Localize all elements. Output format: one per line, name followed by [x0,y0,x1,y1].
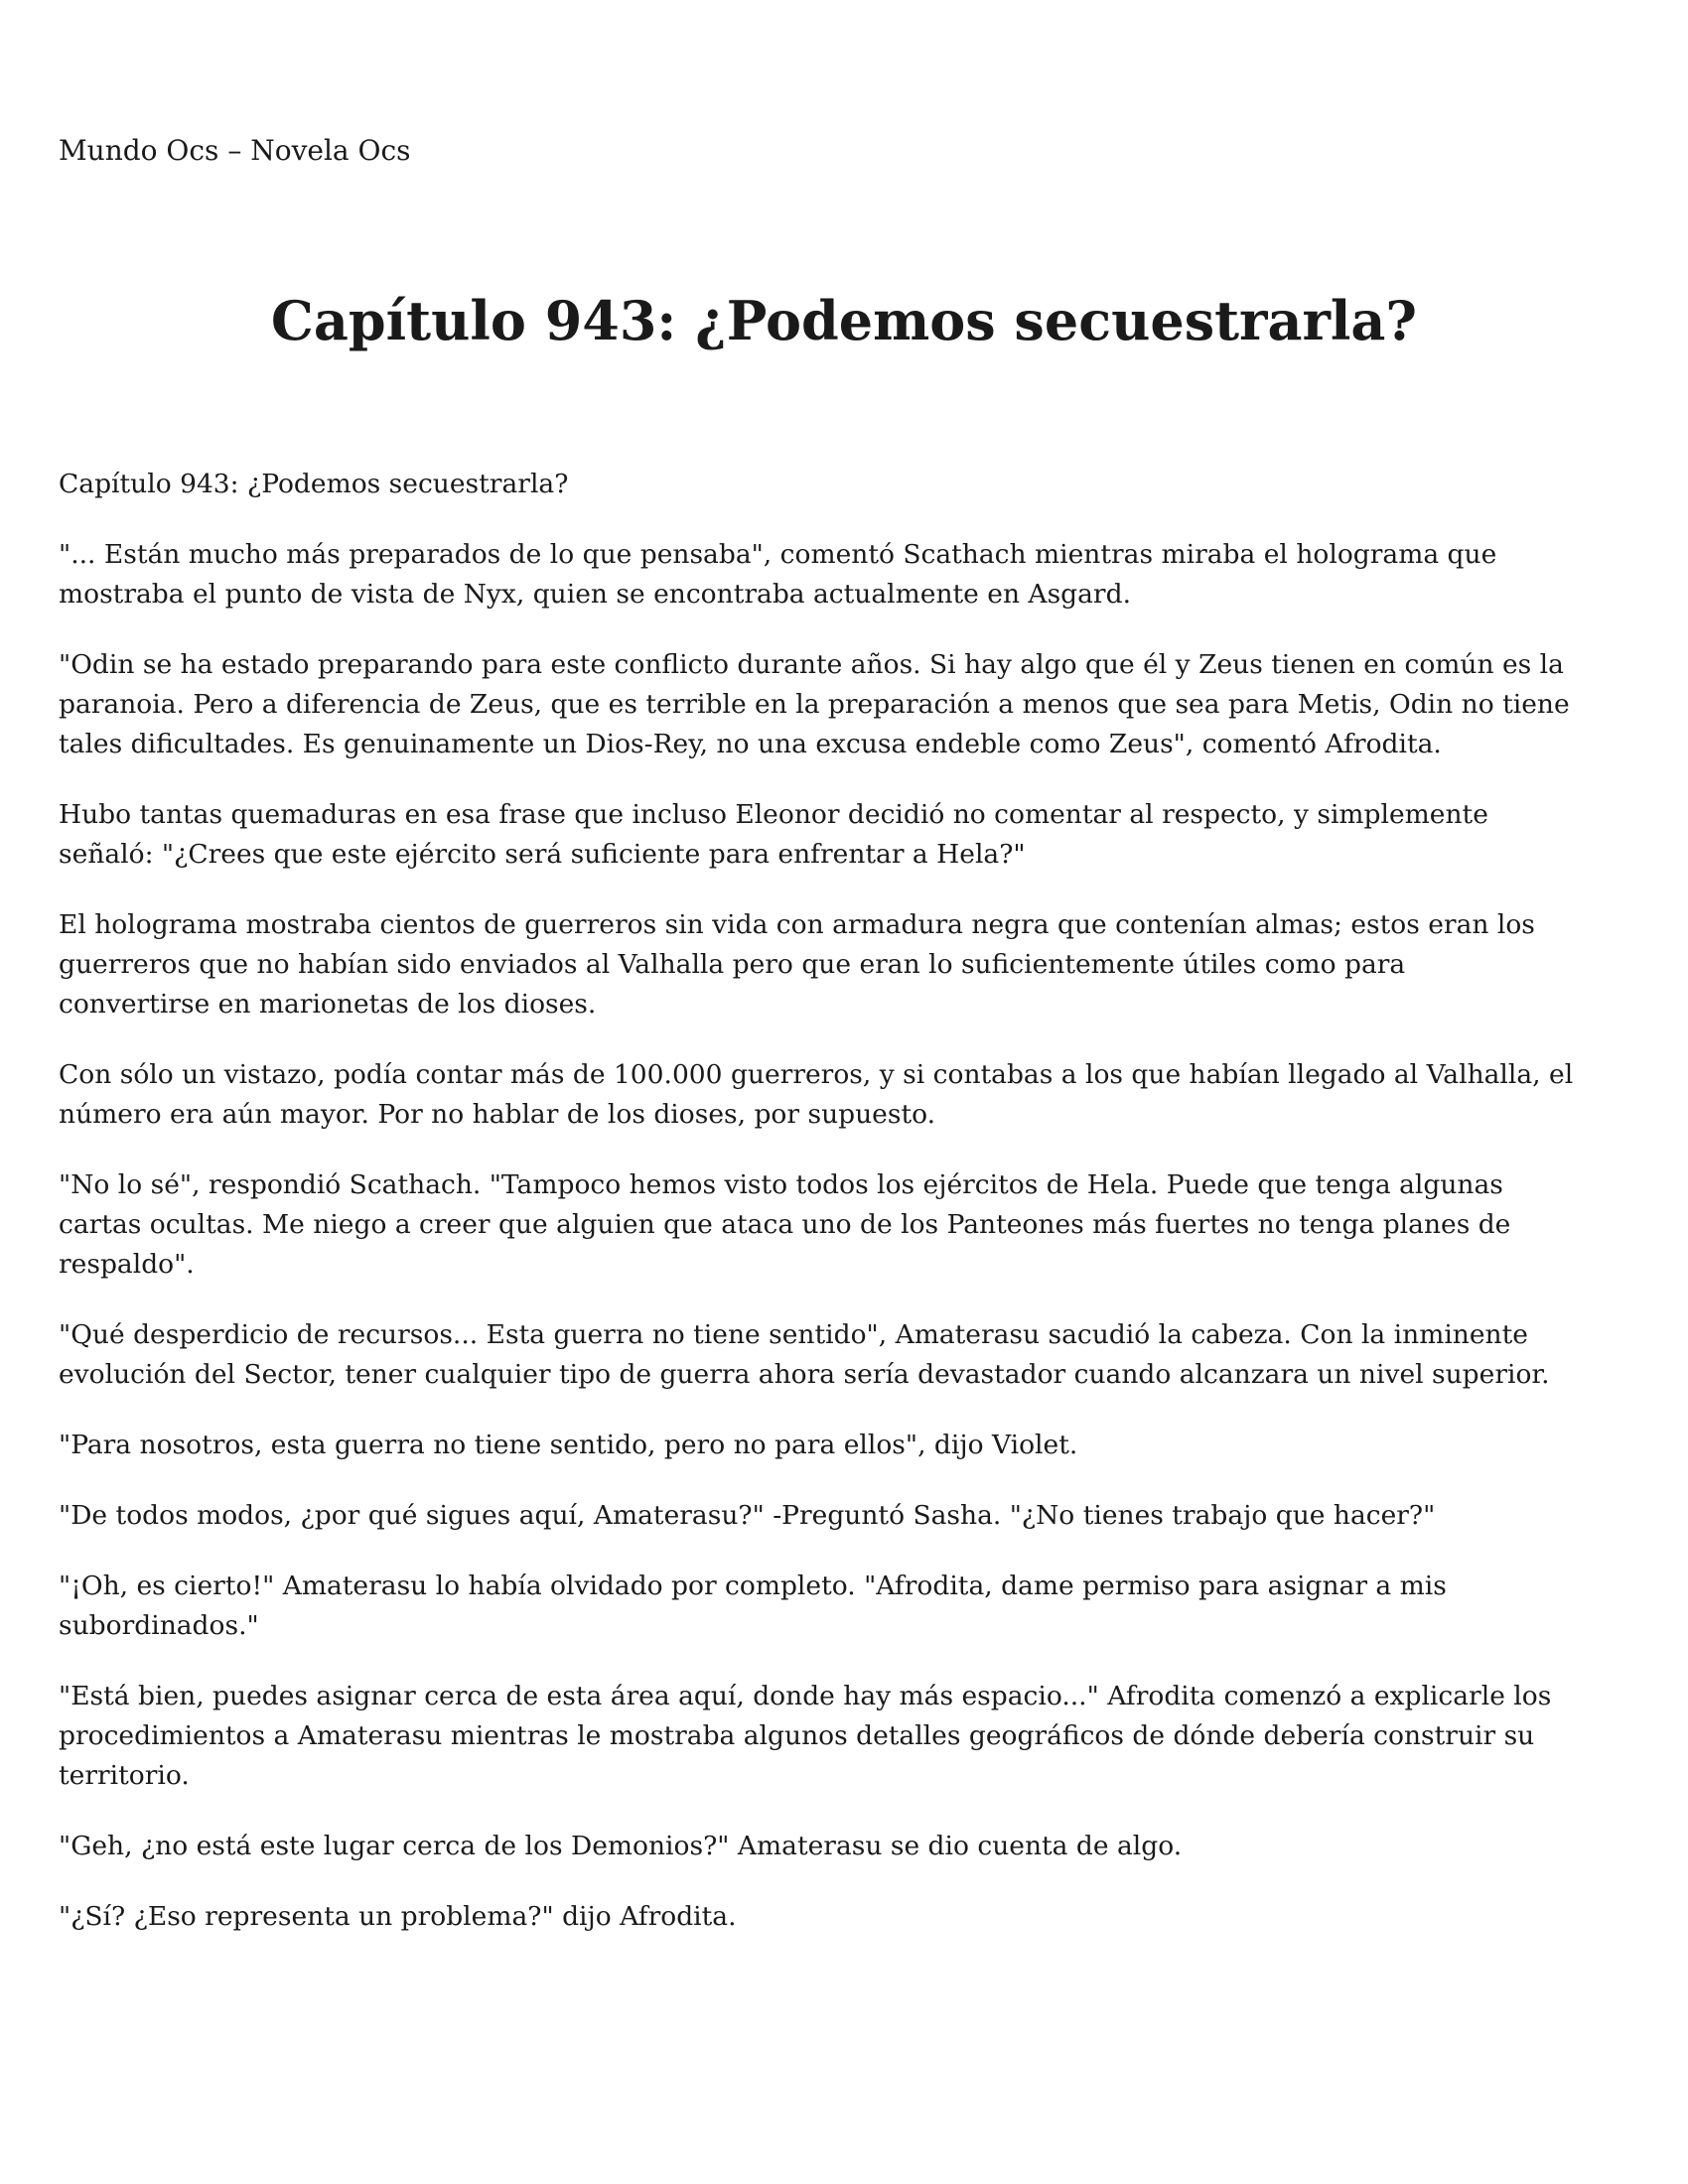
paragraph-line: "Está bien, puedes asignar cerca de esta área aquí, donde hay más espacio..." Afrodita comenzó a explicarle los [59,1681,1552,1711]
paragraph-line: "Qué desperdicio de recursos... Esta guerra no tiene sentido", Amaterasu sacudió la cabeza. Con la inminente [59,1319,1528,1350]
paragraph [59,1677,1647,1796]
paragraph-line: territorio. [59,1760,190,1791]
paragraph [59,645,1647,764]
paragraph-line: Capítulo 943: ¿Podemos secuestrarla? [59,469,569,499]
body-text [59,465,1647,1968]
paragraph-line: cartas ocultas. Me niego a creer que alguien que ataca uno de los Panteones más fuertes no tenga planes de [59,1209,1511,1240]
paragraph-line: Hubo tantas quemaduras en esa frase que incluso Eleonor decidió no comentar al respecto, y simplemente [59,799,1488,830]
chapter-title: Capítulo 943: ¿Podemos secuestrarla? [270,289,1418,352]
paragraph [59,905,1647,1024]
paragraph [59,1897,1647,1937]
paragraph-line: respaldo". [59,1249,195,1280]
paragraph [59,1315,1647,1395]
paragraph [59,1496,1647,1536]
paragraph-line: evolución del Sector, tener cualquier tipo de guerra ahora sería devastador cuando alcanzara un nivel superior. [59,1359,1550,1390]
paragraph-line: señaló: "¿Crees que este ejército será suficiente para enfrentar a Hela?" [59,839,1026,870]
paragraph-line: "¿Sí? ¿Eso representa un problema?" dijo Afrodita. [59,1901,737,1932]
paragraph-line: Con sólo un vistazo, podía contar más de 100.000 guerreros, y si contabas a los que habían llegado al Valhalla, el [59,1059,1574,1090]
paragraph-line: subordinados." [59,1610,259,1641]
paragraph-line: "De todos modos, ¿por qué sigues aquí, Amaterasu?" -Preguntó Sasha. "¿No tienes trabajo que hacer?" [59,1500,1436,1531]
paragraph-line: mostraba el punto de vista de Nyx, quien se encontraba actualmente en Asgard. [59,579,1131,610]
paragraph [59,535,1647,614]
paragraph-line: El holograma mostraba cientos de guerreros sin vida con armadura negra que contenían almas; estos eran los [59,909,1535,940]
paragraph-line: número era aún mayor. Por no hablar de los dioses, por supuesto. [59,1099,936,1130]
paragraph-line: "Para nosotros, esta guerra no tiene sentido, pero no para ellos", dijo Violet. [59,1430,1078,1460]
paragraph [59,465,1647,504]
paragraph [59,1827,1647,1866]
paragraph-line: "¡Oh, es cierto!" Amaterasu lo había olvidado por completo. "Afrodita, dame permiso para asignar a mis [59,1570,1447,1601]
paragraph-line: "Odin se ha estado preparando para este conflicto durante años. Si hay algo que él y Zeus tienen en común es la [59,649,1564,680]
paragraph [59,1426,1647,1465]
paragraph-line: guerreros que no habían sido enviados al Valhalla pero que eran lo suficientemente útiles como para [59,949,1406,980]
paragraph [59,1165,1647,1285]
paragraph-line: "Geh, ¿no está este lugar cerca de los Demonios?" Amaterasu se dio cuenta de algo. [59,1831,1183,1861]
paragraph [59,1055,1647,1135]
running-header: Mundo Ocs – Novela Ocs [59,134,411,167]
paragraph-line: "No lo sé", respondió Scathach. "Tampoco hemos visto todos los ejércitos de Hela. Puede que tenga algunas [59,1169,1503,1200]
paragraph-line: paranoia. Pero a diferencia de Zeus, que es terrible en la preparación a menos que sea para Metis, Odin no tiene [59,689,1570,720]
paragraph-line: procedimientos a Amaterasu mientras le mostraba algunos detalles geográficos de dónde debería construir su [59,1720,1535,1751]
paragraph-line: "... Están mucho más preparados de lo que pensaba", comentó Scathach mientras miraba el holograma que [59,539,1497,570]
paragraph-line: tales dificultades. Es genuinamente un Dios-Rey, no una excusa endeble como Zeus", comentó Afrodita. [59,729,1442,759]
paragraph [59,1567,1647,1646]
paragraph [59,795,1647,875]
paragraph-line: convertirse en marionetas de los dioses. [59,989,597,1020]
